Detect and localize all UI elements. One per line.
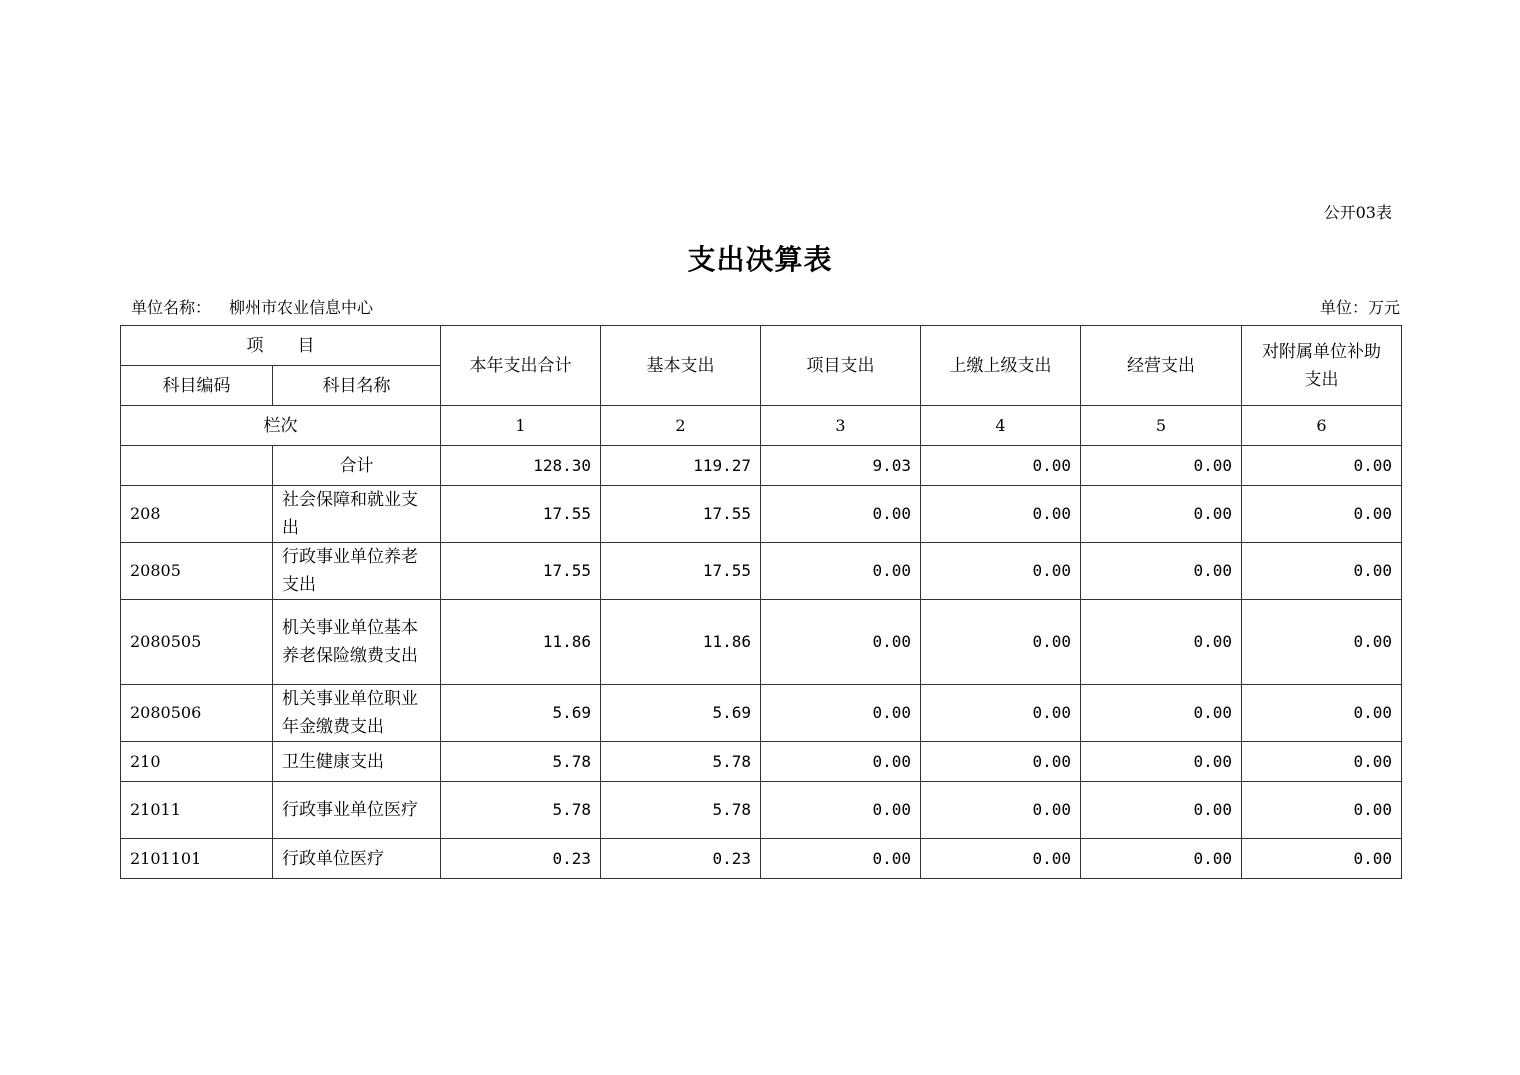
value-project: 0.00 <box>761 685 921 742</box>
total-value-2: 119.27 <box>601 446 761 486</box>
value-project: 0.00 <box>761 782 921 839</box>
subject-name: 行政单位医疗 <box>273 839 441 879</box>
table-row <box>121 600 1402 685</box>
column-number-3: 3 <box>761 406 921 446</box>
value-total: 17.55 <box>441 543 601 600</box>
value-remit: 0.00 <box>921 600 1081 685</box>
value-remit: 0.00 <box>921 839 1081 879</box>
total-value-3: 9.03 <box>761 446 921 486</box>
header-subject-name: 科目名称 <box>273 366 441 406</box>
value-subsidy: 0.00 <box>1242 685 1402 742</box>
subject-name: 机关事业单位基本养老保险缴费支出 <box>273 600 441 685</box>
value-project: 0.00 <box>761 600 921 685</box>
value-basic: 17.55 <box>601 543 761 600</box>
value-total: 5.69 <box>441 685 601 742</box>
header-project-expenditure: 项目支出 <box>761 326 921 406</box>
subject-code: 21011 <box>121 782 273 839</box>
value-subsidy: 0.00 <box>1242 839 1402 879</box>
value-remit: 0.00 <box>921 742 1081 782</box>
column-number-1: 1 <box>441 406 601 446</box>
value-operating: 0.00 <box>1081 839 1242 879</box>
value-project: 0.00 <box>761 486 921 543</box>
table-row <box>121 782 1402 839</box>
table-row <box>121 543 1402 600</box>
subject-code: 210 <box>121 742 273 782</box>
value-basic: 5.69 <box>601 685 761 742</box>
expenditure-table <box>120 325 1402 879</box>
table-row <box>121 486 1402 543</box>
form-number: 公开03表 <box>1323 203 1392 222</box>
total-row <box>121 446 1402 486</box>
value-total: 5.78 <box>441 782 601 839</box>
unit-name-label: 单位名称： <box>131 298 212 317</box>
value-basic: 5.78 <box>601 782 761 839</box>
table-row <box>121 839 1402 879</box>
currency-unit: 单位：万元 <box>1319 298 1400 317</box>
column-number-6: 6 <box>1242 406 1402 446</box>
value-total: 17.55 <box>441 486 601 543</box>
header-operating-expenditure: 经营支出 <box>1081 326 1242 406</box>
subject-code: 2080506 <box>121 685 273 742</box>
header-remit-to-superior: 上缴上级支出 <box>921 326 1081 406</box>
total-value-4: 0.00 <box>921 446 1081 486</box>
value-operating: 0.00 <box>1081 600 1242 685</box>
value-subsidy: 0.00 <box>1242 600 1402 685</box>
header-project: 项 目 <box>121 326 441 366</box>
column-number-label: 栏次 <box>121 406 441 446</box>
total-code-cell <box>121 446 273 486</box>
subject-name: 机关事业单位职业年金缴费支出 <box>273 685 441 742</box>
header-subsidy-to-affiliates: 对附属单位补助支出 <box>1242 326 1402 406</box>
value-remit: 0.00 <box>921 685 1081 742</box>
subject-name: 卫生健康支出 <box>273 742 441 782</box>
value-operating: 0.00 <box>1081 742 1242 782</box>
column-number-4: 4 <box>921 406 1081 446</box>
subject-code: 208 <box>121 486 273 543</box>
total-value-1: 128.30 <box>441 446 601 486</box>
value-total: 11.86 <box>441 600 601 685</box>
value-operating: 0.00 <box>1081 486 1242 543</box>
value-remit: 0.00 <box>921 543 1081 600</box>
header-total-expenditure: 本年支出合计 <box>441 326 601 406</box>
page-title: 支出决算表 <box>687 243 833 276</box>
value-project: 0.00 <box>761 543 921 600</box>
value-remit: 0.00 <box>921 486 1081 543</box>
column-number-2: 2 <box>601 406 761 446</box>
subject-code: 2101101 <box>121 839 273 879</box>
subject-code: 2080505 <box>121 600 273 685</box>
table-row <box>121 742 1402 782</box>
unit-name-line <box>131 295 373 318</box>
value-remit: 0.00 <box>921 782 1081 839</box>
header-subject-code: 科目编码 <box>121 366 273 406</box>
value-basic: 17.55 <box>601 486 761 543</box>
value-total: 0.23 <box>441 839 601 879</box>
total-value-5: 0.00 <box>1081 446 1242 486</box>
total-label: 合计 <box>273 446 441 486</box>
value-subsidy: 0.00 <box>1242 543 1402 600</box>
subject-name: 行政事业单位养老支出 <box>273 543 441 600</box>
value-operating: 0.00 <box>1081 543 1242 600</box>
subject-code: 20805 <box>121 543 273 600</box>
value-total: 5.78 <box>441 742 601 782</box>
column-number-row <box>121 406 1402 446</box>
subject-name: 社会保障和就业支出 <box>273 486 441 543</box>
value-basic: 0.23 <box>601 839 761 879</box>
value-subsidy: 0.00 <box>1242 782 1402 839</box>
total-value-6: 0.00 <box>1242 446 1402 486</box>
value-basic: 11.86 <box>601 600 761 685</box>
value-operating: 0.00 <box>1081 782 1242 839</box>
unit-name-value: 柳州市农业信息中心 <box>229 298 374 317</box>
value-basic: 5.78 <box>601 742 761 782</box>
column-number-5: 5 <box>1081 406 1242 446</box>
header-row-1 <box>121 326 1402 366</box>
value-project: 0.00 <box>761 839 921 879</box>
value-operating: 0.00 <box>1081 685 1242 742</box>
subject-name: 行政事业单位医疗 <box>273 782 441 839</box>
table-row <box>121 685 1402 742</box>
value-subsidy: 0.00 <box>1242 742 1402 782</box>
value-project: 0.00 <box>761 742 921 782</box>
header-basic-expenditure: 基本支出 <box>601 326 761 406</box>
value-subsidy: 0.00 <box>1242 486 1402 543</box>
